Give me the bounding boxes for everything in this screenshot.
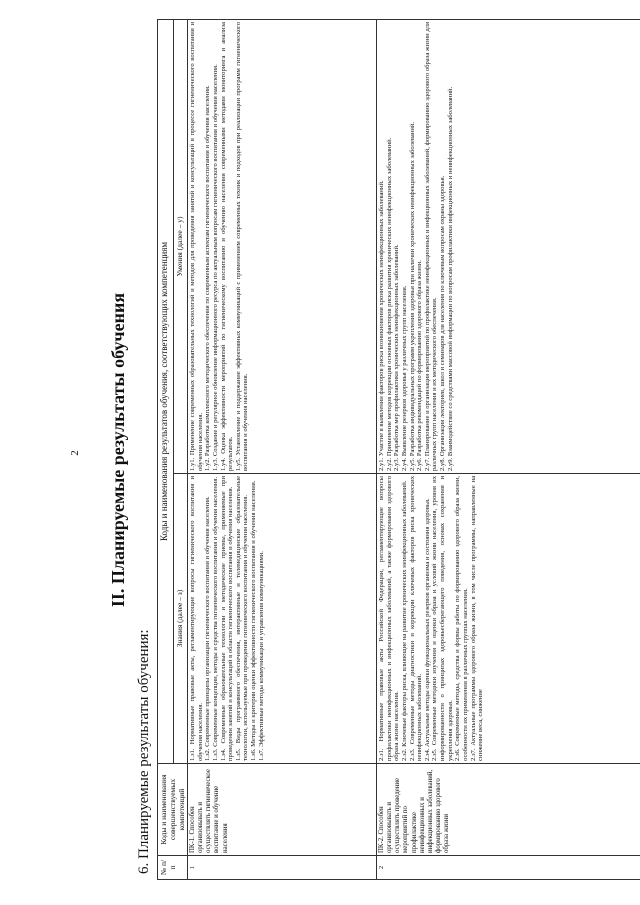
skill-item: 2.у3. Разработка мер профилактики хронических неинфекционных заболеваний. [393,244,401,471]
page-title: II. Планируемые результаты обучения [108,292,128,608]
table-row [188,20,377,880]
table-body [188,20,640,880]
knowledge-item: 1.з3. Современные концепции, методы и средства гигиенического воспитания и обучения населения. [211,476,219,761]
competency-cell: ПК-1. Способен организовывать и осуществлять гигиеническое воспитание и обучение населения [188,764,377,856]
skills-cell [188,20,377,474]
knowledge-item: 2.з2. Ключевые факторы риска, влияющие на развитие хронических неинфекционных заболеваний. [400,480,408,761]
knowledge-item: 2.з6. Современные методы, средства и формы работы по формированию здорового образа жизни, особенности их применения в различных группах населения. [454,476,470,761]
knowledge-item: 2.з5. Современные методики изучения и оценки образа и условий жизни населения, уровня их информированности о принципах здоровьесберегающего поведения, основах сохранения и укрепления здоровья. [431,476,454,761]
knowledge-item: 2.з4. Актуальные методы оценки функциональных резервов организма и состояния здоровья. [423,498,431,761]
skill-item: 2.у9. Взаимодействие со средствами массовой информации по вопросам профилактики инфекционных и неинфекционных заболеваний. [446,86,454,471]
skill-item: 2.у8. Организация лекториев, школ и семинаров для населения по ключевым вопросам охраны здоровья. [439,175,447,471]
table-row [377,20,640,880]
skill-item: 2.у6. Разработка рекомендаций по формированию здорового образа жизни. [416,260,424,471]
competency-cell: ПК-2. Способен организовывать и осуществлять проведение мероприятий по профилактике неинфекционных и инфекционных заболеваний, формированию здорового образа жизни [377,764,640,856]
knowledge-item: 1.з7. Эффективные методы коммуникации и управления коммуникациями. [257,551,265,761]
skill-item: 1.у1. Применение современных образовательных технологий и методов для проведения занятий и консультаций в процессе гигиенического воспитания и обучения населения. [189,22,204,471]
knowledge-item: 1.з4. Современные образовательные технологии и методические приемы, применяемые при проведении занятий и консультаций в области гигиенического воспитания и обучения населения. [219,476,235,761]
knowledge-item: 1.з1. Нормативные правовые акты, регламентирующие вопросы гигиенического воспитания и обучения населения. [189,476,204,761]
row-num: 1 [188,856,377,880]
learning-results-table [157,19,640,880]
knowledge-item: 1.з2. Современные принципы организации гигиенического воспитания и обучения населения. [204,496,212,761]
skills-cell [377,20,640,474]
section-title: 6. Планируемые результаты обучения: [136,629,152,874]
knowledge-item: 1.з5. Виды программного обеспечения, интерактивные и телемедицинские образовательные технологии, используемые при проведении гигиенического воспитания и обучения населения. [234,476,250,761]
header-num: № п/п [158,856,188,880]
skill-item: 1.у2. Разработка комплексного методического обеспечения по современным аспектам гигиенического воспитания и обучения населения. [204,85,212,471]
skill-item: 2.у7. Планирование и организация мероприятий по профилактике неинфекционных и инфекционных заболеваний, формированию здорового образа жизни для различных групп населения и их методического обеспечения. [423,22,439,471]
skill-item: 1.у4. Оценка эффективности мероприятий по гигиеническому воспитанию и обучению населения современными методами мониторинга и анализа результатов. [219,22,235,471]
skill-item: 2.у1. Участие в выявлении факторов риска возникновения хронических неинфекционных заболеваний. [378,180,385,471]
knowledge-item: 2.з1. Нормативные правовые акты Российской Федерации, регламентирующие вопросы профилактики неинфекционных и инфекционных заболеваний, а также формирования здорового образа жизни населения. [378,476,401,761]
skill-item: 1.у3. Создание и регулярное обновление информационного ресурса по актуальным вопросам гигиенического воспитания и обучения населения. [211,64,219,471]
page-number: 2 [69,450,81,456]
knowledge-item: 1.з6. Методы и критерии оценки эффективности гигиенического воспитания и обучения населения. [250,480,258,761]
header-results-group: Коды и наименования результатов обучения, соответствующих компетенциям [158,20,174,764]
knowledge-cell [377,474,640,764]
header-competency: Коды и наименования совершенствуемых компетенций [158,764,188,856]
row-num: 2 [377,856,640,880]
knowledge-item: 2.з3. Современные методы диагностики и коррекции ключевых факторов риска хронических неинфекционных заболеваний. [408,476,424,761]
skill-item: 2.у5. Разработка индивидуальных программ укрепления здоровья при наличии хронических неинфекционных заболеваний. [408,121,416,471]
skill-item: 2.у2. Применение методов коррекции основных факторов риска развития хронических неинфекционных заболеваний. [385,137,393,471]
header-skills: Умения (далее – у) [174,20,188,474]
skill-item: 2.у4. Выявление резервов здоровья у различных групп населения. [400,285,408,471]
knowledge-item: 2.з7. Актуальные программы здорового образа жизни, в том числе программы, направленные на снижение веса, снижение [469,476,485,761]
skill-item: 1.у5. Установление и поддержание эффективных коммуникаций с применением современных техник и подходов при реализации программ гигиенического воспитания и обучения населения. [234,22,250,471]
knowledge-cell [188,474,377,764]
rotated-page-content [105,20,640,880]
header-knowledge: Знания (далее – з) [174,474,188,764]
